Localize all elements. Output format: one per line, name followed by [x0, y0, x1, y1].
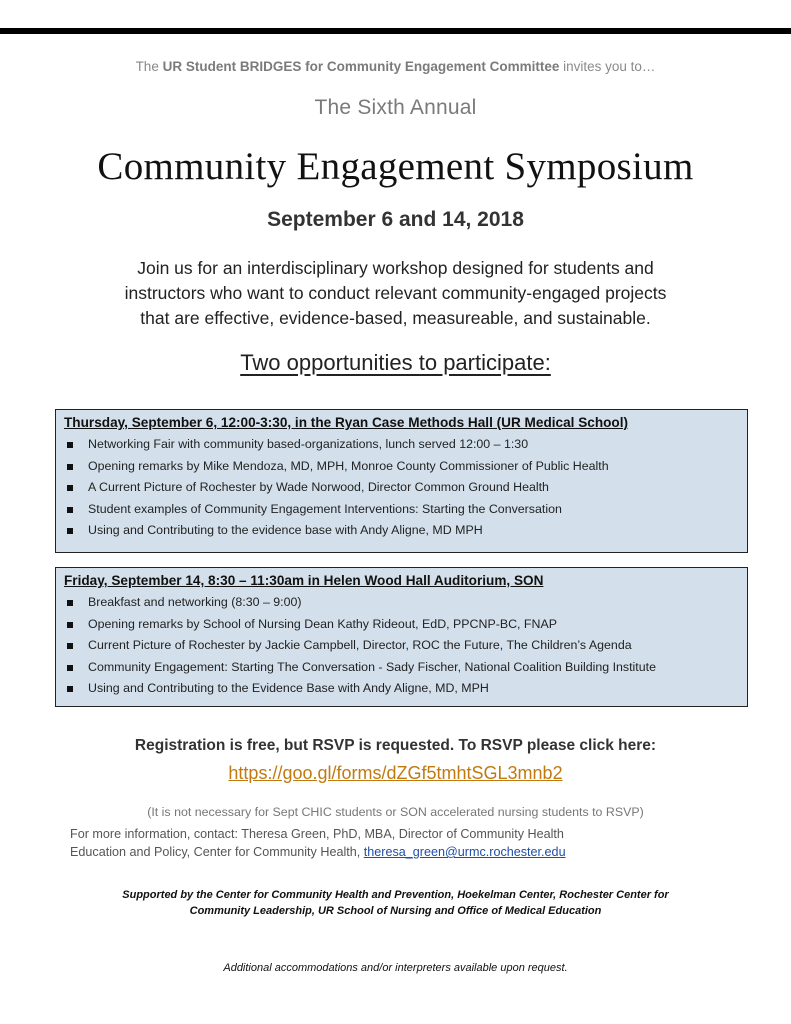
registration-text: Registration is free, but RSVP is requested. To RSVP please click here:	[134, 737, 657, 754]
list-item	[64, 614, 739, 636]
session-box-thursday	[55, 409, 748, 553]
list-item-text: Using and Contributing to the evidence base with Andy Aligne, MD MPH	[88, 523, 483, 537]
list-item-text: Student examples of Community Engagement Interventions: Starting the Conversation	[88, 501, 562, 516]
top-rule	[0, 28, 791, 34]
list-item-text: Breakfast and networking (8:30 – 9:00)	[88, 595, 302, 609]
square-bullet-icon	[67, 442, 73, 448]
list-item	[64, 635, 739, 657]
session-heading: Thursday, September 6, 12:00-3:30, in the Ryan Case Methods Hall (UR Medical School)	[64, 415, 629, 430]
page-title: Community Engagement Symposium	[97, 145, 694, 188]
event-dates: September 6 and 14, 2018	[267, 208, 524, 231]
list-item-text: Opening remarks by Mike Mendoza, MD, MPH, Monroe County Commissioner of Public Health	[88, 458, 609, 473]
square-bullet-icon	[67, 528, 73, 534]
intro-line: instructors who want to conduct relevant community-engaged projects	[124, 283, 667, 303]
list-item	[64, 657, 739, 679]
list-item-text: A Current Picture of Rochester by Wade Norwood, Director Common Ground Health	[88, 480, 549, 494]
list-item-text: Networking Fair with community based-organizations, lunch served 12:00 – 1:30	[88, 437, 529, 451]
rsvp-link[interactable]: https://goo.gl/forms/dZGf5tmhtSGL3mnb2	[228, 763, 563, 783]
sponsors-line: Community Leadership, UR School of Nursing and Office of Medical Education	[189, 905, 602, 917]
list-item	[64, 434, 739, 456]
contact-info	[70, 825, 720, 861]
session-box-friday	[55, 567, 748, 707]
session-heading: Friday, September 14, 8:30 – 11:30am in Helen Wood Hall Auditorium, SON	[64, 573, 544, 588]
contact-email-link[interactable]: theresa_green@urmc.rochester.edu	[363, 845, 566, 859]
accommodations-note: Additional accommodations and/or interpreters available upon request.	[223, 962, 568, 974]
list-item	[64, 456, 739, 478]
invite-committee: UR Student BRIDGES for Community Engagement Committee	[162, 59, 560, 74]
opportunities-heading: Two opportunities to participate:	[240, 350, 551, 375]
square-bullet-icon	[67, 507, 73, 513]
list-item	[64, 678, 739, 700]
list-item-text: Using and Contributing to the Evidence Base with Andy Aligne, MD, MPH	[88, 681, 489, 695]
square-bullet-icon	[67, 643, 73, 649]
session-list	[64, 592, 739, 700]
list-item	[64, 520, 739, 542]
list-item-text: Community Engagement: Starting The Conversation - Sady Fischer, National Coalition Building Institute	[88, 659, 656, 674]
intro-line: that are effective, evidence-based, measureable, and sustainable.	[140, 308, 651, 328]
list-item	[64, 477, 739, 499]
intro-paragraph	[0, 256, 791, 331]
contact-line	[70, 843, 720, 861]
invite-line	[0, 59, 791, 74]
list-item-text: Current Picture of Rochester by Jackie Campbell, Director, ROC the Future, The Children’s Agenda	[88, 638, 632, 652]
sponsors-line: Supported by the Center for Community Health and Prevention, Hoekelman Center, Rochester Center for	[122, 889, 669, 901]
list-item	[64, 499, 739, 521]
square-bullet-icon	[67, 686, 73, 692]
session-list	[64, 434, 739, 542]
square-bullet-icon	[67, 665, 73, 671]
square-bullet-icon	[67, 622, 73, 628]
invite-suffix: invites you to…	[563, 59, 656, 74]
contact-line: For more information, contact: Theresa Green, PhD, MBA, Director of Community Health	[70, 827, 564, 841]
rsvp-note: (It is not necessary for Sept CHIC students or SON accelerated nursing students to RSVP)	[147, 805, 644, 819]
list-item	[64, 592, 739, 614]
square-bullet-icon	[67, 464, 73, 470]
square-bullet-icon	[67, 485, 73, 491]
sponsors-statement	[0, 887, 791, 919]
intro-line: Join us for an interdisciplinary workshop designed for students and	[137, 258, 654, 278]
annual-subtitle: The Sixth Annual	[314, 96, 477, 119]
square-bullet-icon	[67, 600, 73, 606]
list-item-text: Opening remarks by School of Nursing Dean Kathy Rideout, EdD, PPCNP-BC, FNAP	[88, 616, 557, 631]
contact-line-text: Education and Policy, Center for Community Health,	[70, 845, 364, 859]
invite-prefix: The	[135, 59, 159, 74]
